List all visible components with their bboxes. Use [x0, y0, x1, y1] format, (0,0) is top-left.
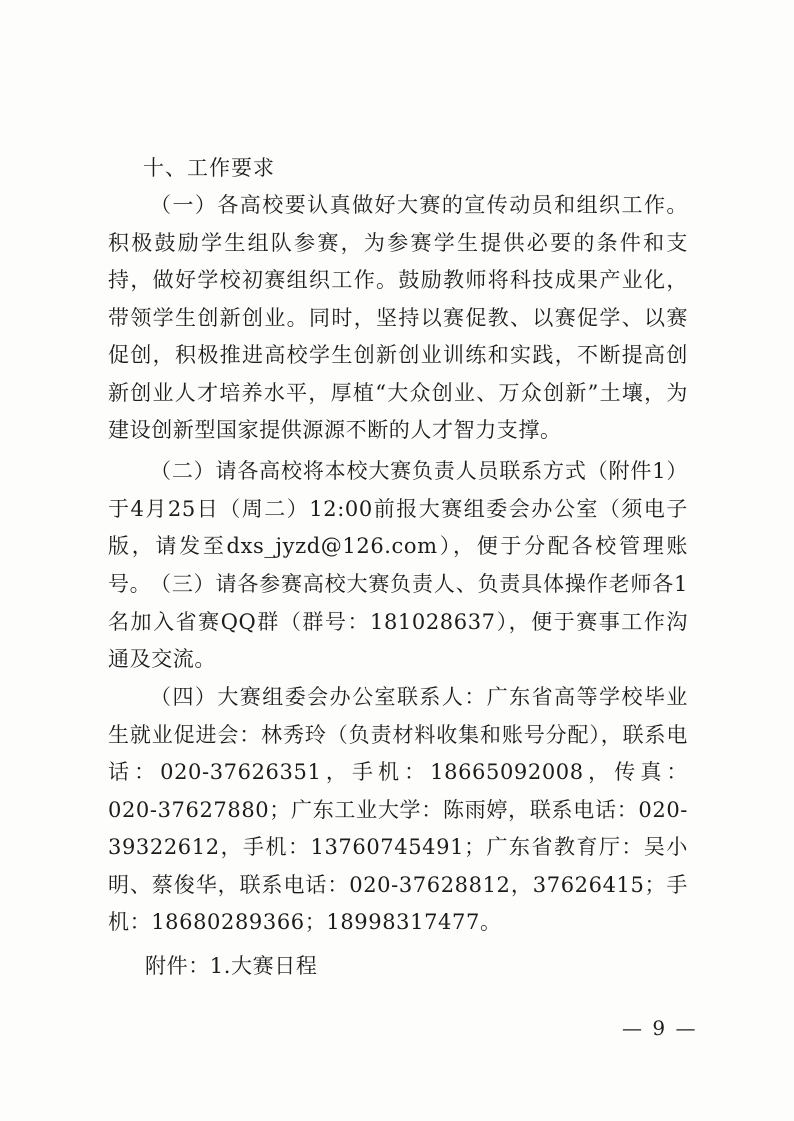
paragraph-2: （二）请各高校将本校大赛负责人员联系方式（附件1）于4月25日（周二）12:00前报大赛组委会办公室（须电子版，请发至dxs_jyzd@126.com），便于分配各校管理账号。 [108, 459, 688, 596]
section-heading: 十、工作要求 [143, 156, 275, 180]
page-number: — 9 — [622, 1016, 698, 1040]
attachment-line: 附件：1.大赛日程 [145, 954, 318, 978]
paragraph-4: （四）大赛组委会办公室联系人：广东省高等学校毕业生就业促进会：林秀玲（负责材料收集和账号分配），联系电话：020-37626351，手机：18665092008，传真：020-37627880；广东工业大学：陈雨婷，联系电话：020-39322612，手机：13760745491；广东省教育厅：吴小明、蔡俊华，联系电话：020-37628812，37626415；手机：18680289366；18998317477。 [108, 685, 688, 934]
paragraph-1: （一）各高校要认真做好大赛的宣传动员和组织工作。积极鼓励学生组队参赛，为参赛学生提供必要的条件和支持，做好学校初赛组织工作。鼓励教师将科技成果产业化，带领学生创新创业。同时，坚持以赛促教、以赛促学、以赛促创，积极推进高校学生创新创业训练和实践，不断提高创新创业人才培养水平，厚植“大众创业、万众创新”土壤，为建设创新型国家提供源源不断的人才智力支撑。 [108, 193, 688, 442]
paragraph-3: （三）请各参赛高校大赛负责人、负责具体操作老师各1名加入省赛QQ群（群号：181028637），便于赛事工作沟通及交流。 [108, 572, 688, 671]
